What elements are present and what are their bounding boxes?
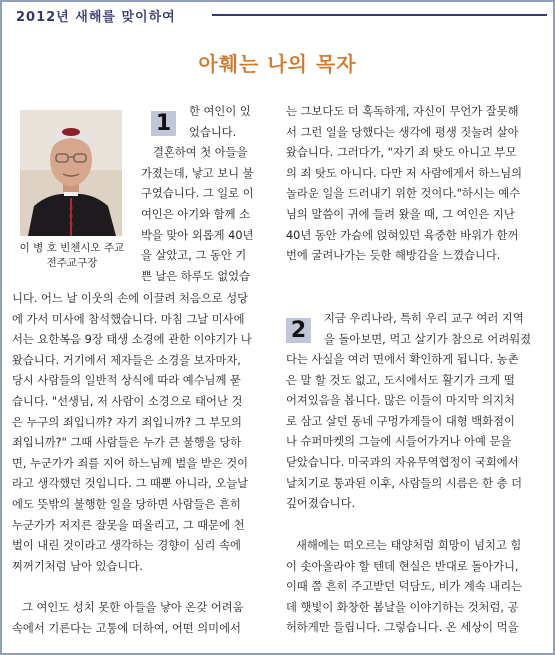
text-line: 라고 생각했던 것입니다. 그 때뿐 아니라, 오늘날	[12, 477, 249, 491]
text-line: 닫았습니다. 미국과의 자유무역협정이 국회에서	[286, 455, 519, 469]
text-line: 번에 굴려나가는 듯한 해방감을 느꼈습니다.	[286, 249, 501, 263]
text-line: 을 돌아보면, 먹고 살기가 참으로 어려워졌	[324, 332, 532, 346]
right-paragraph-1	[286, 102, 544, 267]
author-title: 전주교구장	[46, 257, 98, 269]
text-line: 었습니다.	[189, 125, 237, 139]
text-line: 습니다. "선생님, 저 사람이 소경으로 태어난 것	[12, 394, 243, 408]
author-photo	[20, 110, 122, 236]
text-line: 가졌는데, 낳고 보니 불	[141, 166, 254, 180]
left-body-text	[12, 289, 274, 577]
text-line: 나 슈퍼마켓의 그늘에 시들어가거나 아예 문을	[286, 435, 512, 449]
text-line: 날치기로 통과된 이후, 사람들의 시름은 한 층 더	[286, 476, 523, 490]
text-line: 죄입니까?" 그때 사람들은 누가 큰 불행을 당하	[12, 436, 242, 450]
text-line: 데 햇빛이 화창한 봄날을 이야기하는 것처럼, 공	[286, 600, 519, 614]
header-title: 2012년 새해를 맞이하여	[16, 10, 176, 25]
text-line: 은 누구의 죄입니까? 자기 죄입니까? 그 부모의	[12, 415, 242, 429]
text-line: 에 가서 미사에 참석했습니다. 마침 그날 미사에	[12, 312, 245, 326]
text-line: 이때 쯤 흔히 주고받던 덕담도, 비가 계속 내리는	[286, 580, 523, 594]
text-line: 결혼하여 첫 아들을	[153, 146, 248, 160]
header-rule	[212, 14, 547, 16]
left-intro-text	[141, 102, 273, 287]
text-line: 니다. 어느 날 이웃의 손에 이끌려 처음으로 성당	[12, 292, 249, 305]
text-line: 그 여인도 성치 못한 아들을 낳아 온갖 어려움	[22, 601, 244, 614]
bishop-portrait-image	[20, 110, 122, 236]
right-paragraph-3	[286, 536, 544, 639]
right-section2-intro	[324, 309, 546, 350]
text-line: 서 그런 일을 당했다는 생각에 평생 짓눌려 살아	[286, 125, 519, 139]
text-line: 여인은 아기와 함께 소	[141, 207, 250, 221]
text-line: 구였습니다. 그 일로 이	[141, 187, 254, 201]
section-number-2: 2	[286, 318, 311, 343]
text-line: 왔습니다. 거기에서 제자들은 소경을 보자마자,	[12, 353, 241, 367]
text-line: 의 죄 탓도 아니다. 다만 저 사람에게서 하느님의	[286, 166, 523, 180]
text-line: 누군가가 저지른 잘못을 떠올리고, 그 때문에 천	[12, 518, 245, 532]
text-line: 놀라운 일을 드러내기 위한 것이다."하시는 예수	[286, 187, 521, 201]
text-line: 당시 사람들의 일반적 상식에 따라 예수님께 묻	[12, 374, 241, 388]
text-line: 깊어졌습니다.	[286, 497, 356, 511]
text-line: 면, 누군가가 죄를 지어 하느님께 벌을 받은 것이	[12, 456, 249, 470]
text-line: 은 말 할 것도 없고, 도시에서도 활기가 크게 떨	[286, 373, 515, 387]
text-line: 박을 맞아 외롭게 40년	[141, 228, 254, 242]
header-bar	[6, 6, 549, 24]
left-paragraph-2	[12, 598, 274, 639]
text-line: 새해에는 떠오르는 태양처럼 희망이 넘치고 힘	[296, 539, 522, 552]
text-line: 이 솟아올라야 할 텐데 현실은 반대로 돌아가니,	[286, 559, 519, 573]
text-line: 지금 우리나라, 특히 우리 교구 여러 지역	[324, 312, 524, 325]
text-line: 에도 뜻밖의 불행한 일을 당하면 사람들은 흔히	[12, 497, 241, 511]
text-line: 다는 사실을 여러 면에서 확인하게 됩니다. 농촌	[286, 353, 519, 366]
text-line: 허하게만 들립니다. 그렇습니다. 온 세상이 먹을	[286, 621, 519, 635]
text-line: 속에서 기른다는 고통에 더하여, 어떤 의미에서	[12, 621, 241, 635]
text-line: 로 삼고 살던 동네 구멍가게들이 대형 백화점이	[286, 414, 515, 428]
text-line: 40년 동안 가슴에 얹혀있던 육중한 바위가 한꺼	[286, 228, 519, 242]
article-title: 아훼는 나의 목자	[198, 52, 357, 76]
text-line: 쁜 날은 하루도 없었습	[141, 269, 250, 283]
text-line: 서는 요한복음 9장 태생 소경에 관한 이야기가 나	[12, 333, 252, 347]
text-line: 어져있음을 봅니다. 많은 이들이 마지막 의지처	[286, 394, 515, 408]
author-name: 이 병 호 빈첸시오 주교	[19, 242, 125, 254]
text-line: 는 그보다도 더 혹독하게, 자신이 무언가 잘못해	[286, 105, 519, 118]
text-line: 벌이 내린 것이라고 생각하는 경향이 심리 속에	[12, 539, 241, 553]
author-caption	[14, 241, 130, 271]
text-line: 왔습니다. 그러다가, "자기 죄 탓도 아니고 부모	[286, 146, 517, 160]
text-line: 찌꺼기처럼 남아 있습니다.	[12, 559, 143, 573]
text-line: 님의 말씀이 귀에 들려 왔을 때, 그 여인은 지난	[286, 207, 515, 221]
text-line: 한 여인이 있	[189, 105, 251, 118]
right-section2-body	[286, 350, 544, 515]
text-line: 을 살았고, 그 동안 기	[141, 249, 247, 263]
section-number-1: 1	[151, 111, 176, 136]
